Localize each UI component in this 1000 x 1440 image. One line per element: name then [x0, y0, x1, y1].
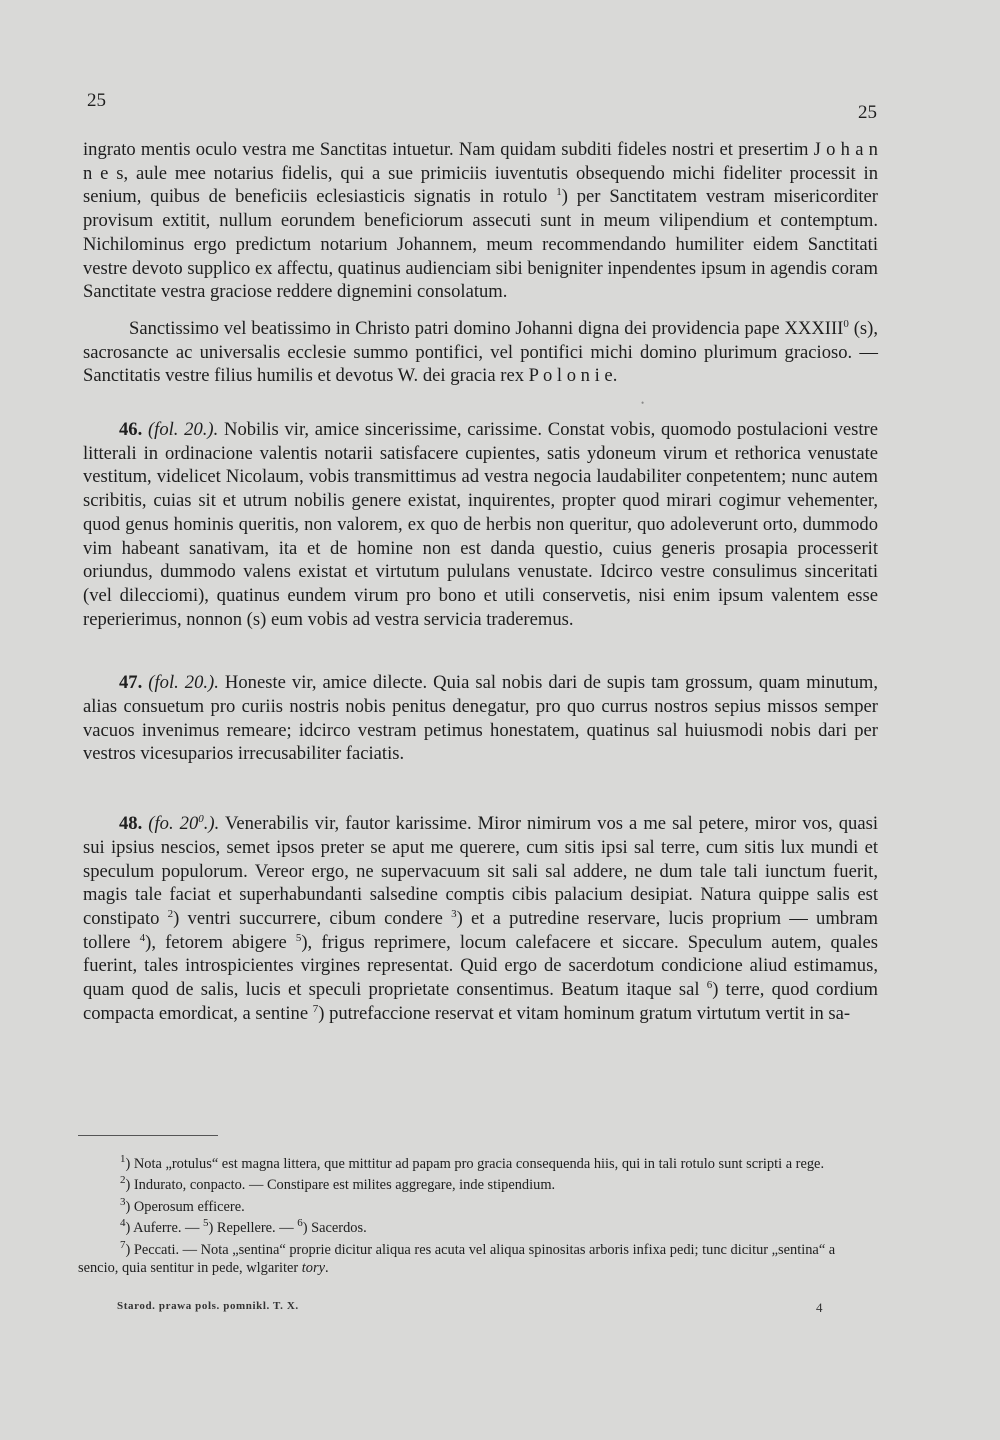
- footnote-divider: [78, 1135, 218, 1136]
- carryover-text-1: ingrato mentis oculo vestra me Sanctitas intuetur. Nam quidam subditi fideles nostri et presertim: [83, 139, 814, 160]
- footnote-ref-1: 1: [556, 186, 562, 199]
- salutation-end: .: [612, 365, 618, 387]
- footnote-2: $^2$) Indurato, conpacto. — Constipare est milites aggregare, inde stipendium.: [120, 1174, 556, 1194]
- printer-signature: Starod. prawa pols. pomnikl. T. X.: [117, 1300, 299, 1312]
- folio-reference: (fol. 20.).: [147, 419, 219, 441]
- folio-reference: (fol. 20.).: [148, 672, 219, 694]
- entry-text: Nobilis vir, amice sincerissime, carissime. Constat vobis, quomodo postulacioni vestre litterali in ordinacione valentis notarii satisfacere cupientes, satis ydoneum virum et rethorica venustate vestitum, videlicet Nicolaum, vobis transmittimus ad vestra negocia laudabiliter conpetentem; nunc autem scribitis, cuias sit et utrum nobilis genere existat, inquirentes, propter quod mirari cogimur vehementer, quod genus hominis queritis, non valorem, ex quo de herbis non queritur, quo adoleverunt orto, dummodo vim habeant sanativam, ita et de homine non est danda questio, cuius generis prosapia processerit oriundus, dummodo valens existat et virtutum pululans venustate. Idcirco vestre consulimus sinceritati (vel dilecciomi), quatinus eundem virum pro bono et utili conservetis, nisi enim ipsum valentem esse reperierimus, nonnon (s) eum vobis ad vestra servicia traderemus.: [83, 419, 879, 630]
- small-mark: •: [641, 398, 645, 409]
- footnote-7: $^7$) Peccati. — Nota „sentina“ proprie dicitur aliqua res acuta vel aliqua spinositas arboris infixa pedi; tunc dicitur „sentina“ a sencio, quia sentitur in pede, wlgariter tory.: [78, 1238, 836, 1277]
- page-number-right: 25: [858, 102, 877, 123]
- entry-47: [83, 671, 878, 766]
- footnote-4-5-6: $^4$) Auferre. — $^5$) Repellere. — $^6$) Sacerdos.: [120, 1217, 367, 1237]
- folio-reference: (fo. $20^0$.).: [148, 812, 220, 835]
- entry-number: 47.: [119, 672, 143, 694]
- sheet-mark: 4: [816, 1300, 823, 1315]
- name-johannes: J o h a n n e s: [83, 139, 878, 184]
- entry-text: Venerabilis vir, fautor karissime. Miror nimirum vos a me sal petere, miror vos, quasi sui ipsius nescios, semet ipsos preter se aput me querere, cum sitis ipsi sal terre, cum sitis lux mundi et speculum populorum. Vereor ergo, ne supervacuum sit sali sal addere, ne dum tale tali iunctum fuerit, magis tale faciat et superhabundanti salsedine comptis cibis palacium desipiat. Natura quippe salis est constipato: [83, 813, 878, 929]
- carryover-text-2: , aule mee notarius fidelis, qui a sue primiciis iuventutis obsequendo michi fideliter processit in senium, quibus de beneficiis eclesiasticis signatis in rotulo: [83, 162, 878, 208]
- carryover-text-3: ) per Sanctitatem vestram misericorditer provisum extitit, nullum eorundem beneficiorum assecuti sunt in meum vilipendium et contemptum. Nichilominus ergo predictum notarium Johannem, meum recommendando humiliter eidem Sanctitati vestre devoto supplico ex affectu, quatinus audienciam sibi benigniter inpendentes ipsum in agendis coram Sanctitate vestra graciose reddere dignemini consolatum.: [83, 186, 878, 303]
- entry-46: [83, 418, 878, 631]
- footnote-1: $^1$) Nota „rotulus“ est magna littera, que mittitur ad papam pro gracia consequenda hiis, qui in tali rotulo sunt scripti a rege.: [120, 1153, 825, 1172]
- footnote-ref-2: 2: [167, 907, 174, 920]
- entry-number: 48.: [119, 813, 143, 835]
- page-number-left: 25: [87, 90, 106, 111]
- footnotes: [78, 1155, 878, 1280]
- footnote-ref-6: 6: [706, 978, 713, 991]
- salutation-text-2: (s), sacrosancte ac universalis ecclesie summo pontifici, vel pontifici michi domino plurimum gracioso. — Sanctitatis vestre filius humilis et devotus W. dei gracia rex: [83, 317, 878, 387]
- footnote-3: $^3$) Operosum efficere.: [120, 1196, 245, 1215]
- ordinal-superscript: 0: [843, 317, 849, 330]
- salutation-text-1: Sanctissimo vel beatissimo in Christo patri domino Johanni digna dei providencia pape XXXIII: [129, 317, 844, 339]
- footnote-ref-3: 3: [451, 907, 457, 920]
- entry-number: 46.: [119, 419, 143, 441]
- carryover-paragraph: [83, 138, 878, 304]
- name-polonie: P o l o n i e: [528, 365, 613, 387]
- footnote-ref-4: 4: [139, 931, 146, 944]
- entry-48: 48. (fo. $20^0$.). Venerabilis vir, fautor karissime. Miror nimirum vos a me sal petere, miror vos, quasi sui ipsius nescios, semet ipsos preter se aput me querere, cum sitis ipsi sal terre, cum sitis lux mundi et speculum populorum. Vereor ergo, ne supervacuum sit sali sal addere, ne dum tale tali iunctum fuerit, magis tale faciat et superhabundanti salsedine comptis cibis palacium desipiat. Natura quippe salis est constipato $^2$) ventri succurrere, cibum condere $^3$) et a putredine reservare, lucis proprium — umbram tollere $^4$), fetorem abigere $^5$), frigus reprimere, locum calefacere et siccare. Speculum autem, quales fuerint, tales introspicientes virgines representat. Quid ergo de sacerdotum condicione aliud estimamus, quam quod de salis, lucis et speculi proprietate consentimus. Beatum itaque sal $^6$) terre, quod cordium compacta emordicat, a sentine $^7$) putrefaccione reservat et vitam hominum gratum virtutum vertit in sa-: [83, 812, 879, 1024]
- salutation-paragraph: [83, 317, 878, 388]
- main-text: [83, 138, 878, 1026]
- footnote-ref-7: 7: [312, 1002, 319, 1015]
- footnote-ref-5: 5: [295, 931, 302, 944]
- entry-text: Honeste vir, amice dilecte. Quia sal nobis dari de supis tam grossum, quam minutum, alias consuetum pro curiis nostris nobis penitus denegatur, pro quo currus nostros sepius missos semper vacuos invenimus remeare; idcirco vestram petimus honestatem, quatinus sal huiusmodi nobis dari per vestros vicesuparios irrecusabiliter faciatis.: [83, 672, 878, 765]
